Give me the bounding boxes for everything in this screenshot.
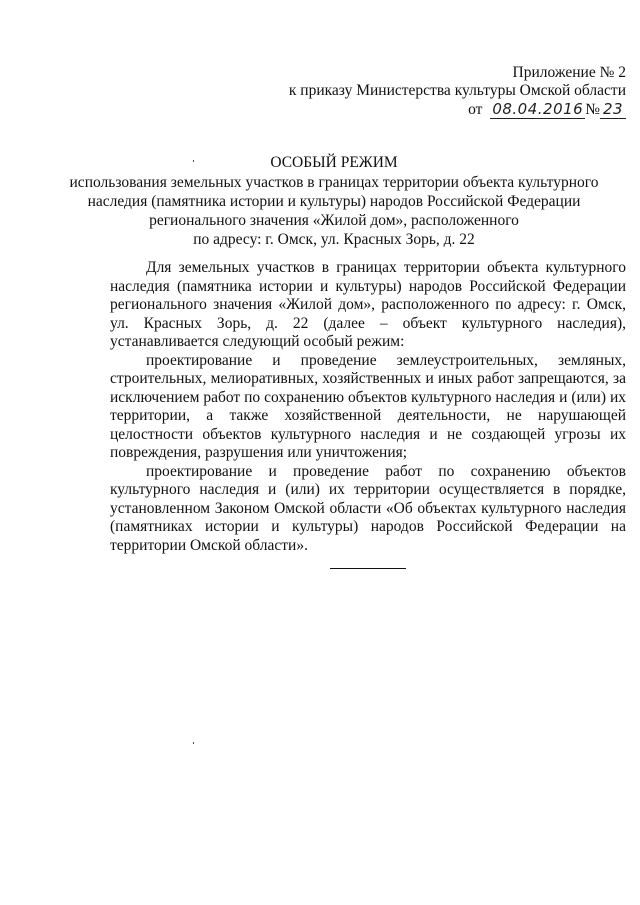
appendix-header [289,64,626,119]
title-line: использования земельных участков в границах территории объекта культурного [69,174,599,191]
title-line: регионального значения «Жилой дом», расположенного [149,212,519,229]
order-reference: к приказу Министерства культуры Омской области [288,82,626,99]
body-paragraph: Для земельных участков в границах территории объекта культурного наследия (памятника истории и культуры) народов Российской Федерации регионального значения «Жилой дом», расположенного по адресу: г. Омск, ул. Красных Зорь, д. 22 (далее – объект культурного наследия), устанавливается следующий особый режим: [110,259,626,350]
scan-speck [193,742,194,744]
handwritten-number: 23 [600,100,626,119]
document-title [60,153,608,249]
number-sign: № [585,101,600,118]
body-paragraph: проектирование и проведение работ по сохранению объектов культурного наследия и (или) их территории осуществляется в порядке, установленном Законом Омской области «Об объектах культурного наследия (памятниках истории и культуры) народов Российской Федерации на территории Омской области». [110,462,626,554]
document-body [110,259,626,555]
handwritten-date: 08.04.2016 [492,100,584,118]
from-label: от [468,101,483,118]
appendix-label: Приложение № 2 [512,64,626,81]
order-date-number-line [289,100,626,119]
title-main: ОСОБЫЙ РЕЖИМ [270,154,398,171]
title-line: наследия (памятника истории и культуры) народов Российской Федерации [87,193,581,210]
end-divider [330,568,406,569]
body-paragraph: проектирование и проведение землеустроительных, земляных, строительных, мелиоративных, хозяйственных и иных работ запрещаются, за исключением работ по сохранению объектов культурного наследия и (или) их территории, а также хозяйственной деятельности, не нарушающей целостности объектов культурного наследия и не создающей угрозы их повреждения, разрушения или уничтожения; [110,351,626,461]
title-line: по адресу: г. Омск, ул. Красных Зорь, д. 22 [193,231,475,248]
